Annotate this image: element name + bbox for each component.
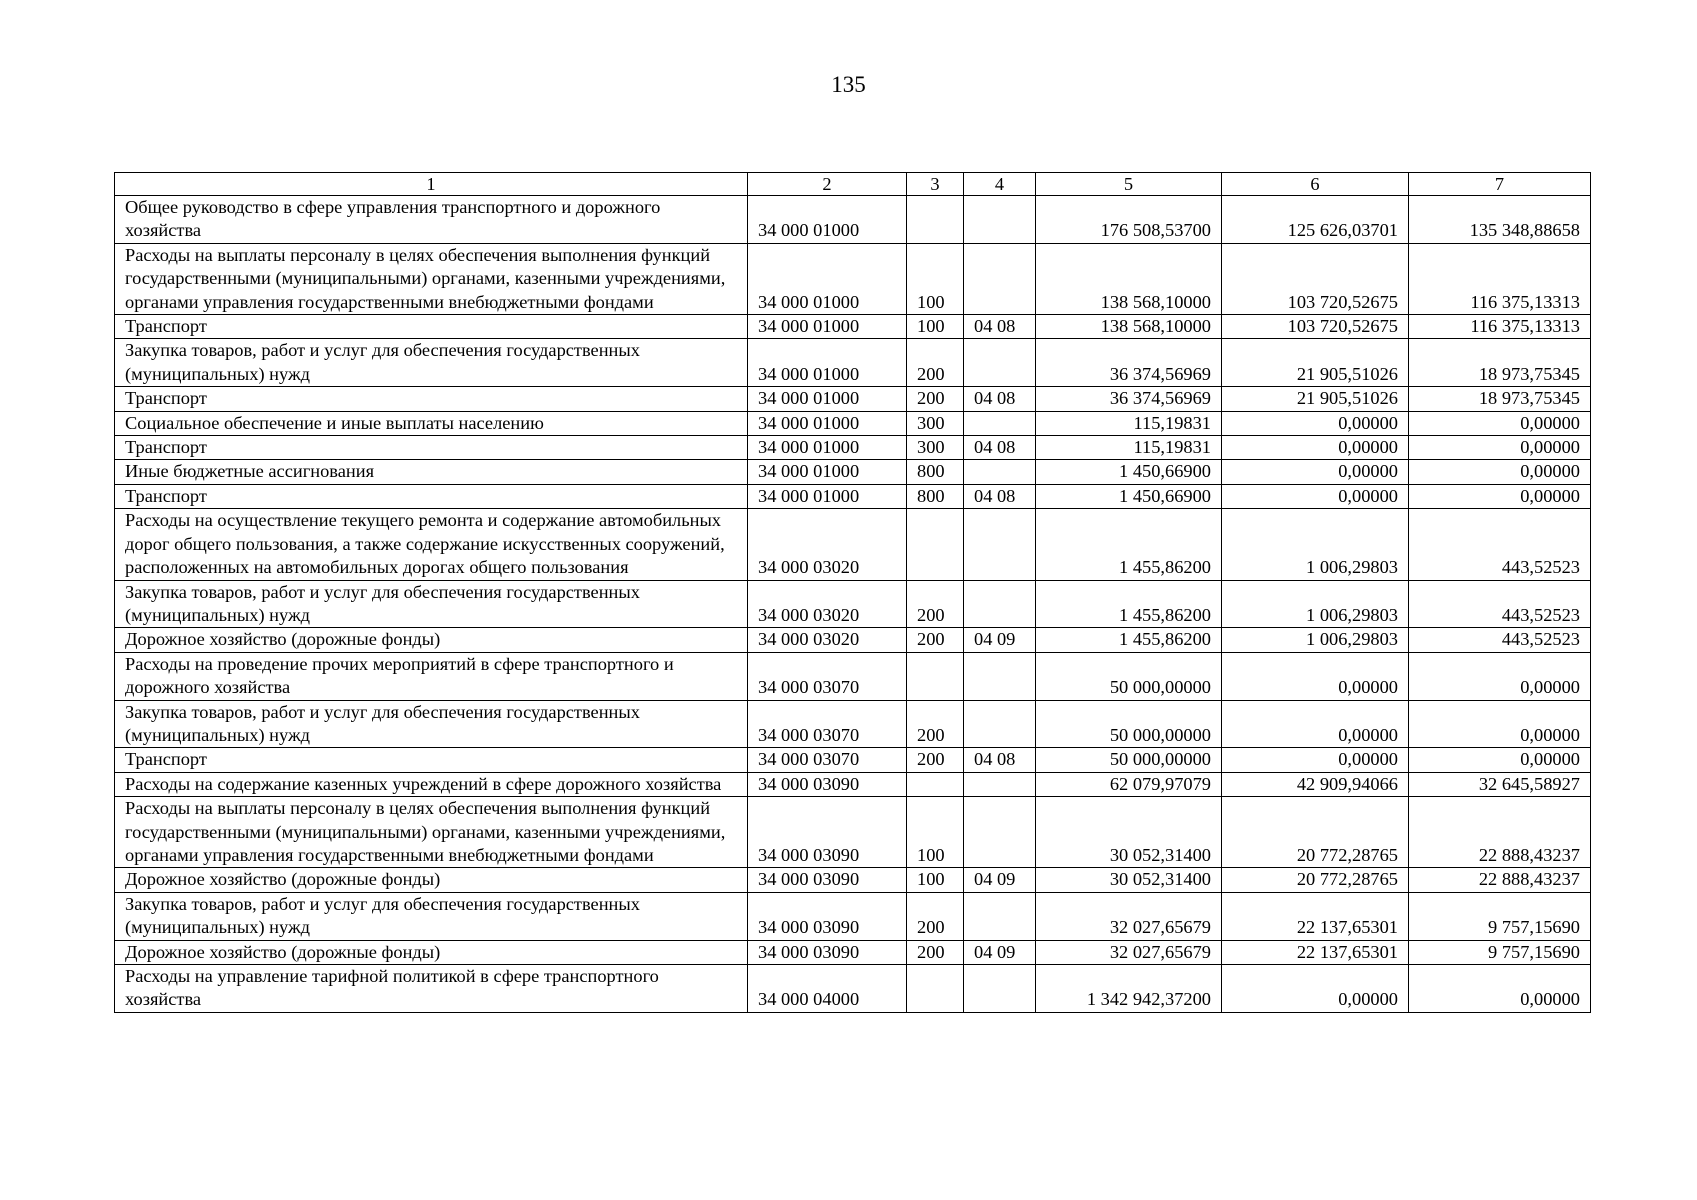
row-name-cell: Транспорт [115,484,748,508]
target-code-cell: 34 000 01000 [748,460,907,484]
row-name-cell: Транспорт [115,387,748,411]
target-code-cell: 34 000 03070 [748,748,907,772]
amount-col6-cell: 103 720,52675 [1222,315,1409,339]
amount-col5-cell: 138 568,10000 [1036,315,1222,339]
amount-col6-cell: 22 137,65301 [1222,892,1409,940]
target-code-cell: 34 000 03020 [748,509,907,580]
amount-col5-cell: 36 374,56969 [1036,339,1222,387]
amount-col6-cell: 0,00000 [1222,411,1409,435]
table-row [115,580,1591,628]
amount-col7-cell: 0,00000 [1409,652,1591,700]
amount-col5-cell: 1 450,66900 [1036,484,1222,508]
amount-col5-cell: 30 052,31400 [1036,797,1222,868]
amount-col7-cell: 32 645,58927 [1409,772,1591,796]
amount-col6-cell: 103 720,52675 [1222,243,1409,314]
header-cell: 7 [1409,173,1591,196]
table-row [115,748,1591,772]
amount-col6-cell: 42 909,94066 [1222,772,1409,796]
target-code-cell: 34 000 01000 [748,315,907,339]
target-code-cell: 34 000 01000 [748,484,907,508]
expense-type-cell: 200 [907,748,964,772]
table-row [115,484,1591,508]
amount-col5-cell: 32 027,65679 [1036,892,1222,940]
amount-col5-cell: 115,19831 [1036,436,1222,460]
expense-type-cell: 200 [907,892,964,940]
section-cell [964,700,1036,748]
amount-col6-cell: 0,00000 [1222,652,1409,700]
amount-col5-cell: 138 568,10000 [1036,243,1222,314]
amount-col7-cell: 116 375,13313 [1409,243,1591,314]
amount-col6-cell: 20 772,28765 [1222,868,1409,892]
amount-col7-cell: 22 888,43237 [1409,797,1591,868]
amount-col7-cell: 0,00000 [1409,411,1591,435]
amount-col5-cell: 50 000,00000 [1036,700,1222,748]
section-cell: 04 09 [964,868,1036,892]
amount-col6-cell: 0,00000 [1222,460,1409,484]
amount-col5-cell: 50 000,00000 [1036,748,1222,772]
header-row [115,173,1591,196]
expense-type-cell [907,772,964,796]
expense-type-cell: 200 [907,387,964,411]
header-cell: 3 [907,173,964,196]
amount-col6-cell: 0,00000 [1222,748,1409,772]
row-name-cell: Закупка товаров, работ и услуг для обеспечения государственных (муниципальных) нужд [115,700,748,748]
table-row [115,509,1591,580]
expense-type-cell: 800 [907,484,964,508]
row-name-cell: Транспорт [115,436,748,460]
amount-col7-cell: 0,00000 [1409,460,1591,484]
table-row [115,436,1591,460]
amount-col5-cell: 176 508,53700 [1036,196,1222,244]
amount-col7-cell: 0,00000 [1409,436,1591,460]
header-cell: 1 [115,173,748,196]
page-number: 135 [831,72,866,97]
expense-type-cell [907,965,964,1013]
amount-col7-cell: 0,00000 [1409,484,1591,508]
table-body [115,196,1591,1013]
amount-col6-cell: 0,00000 [1222,965,1409,1013]
target-code-cell: 34 000 01000 [748,436,907,460]
amount-col7-cell: 18 973,75345 [1409,339,1591,387]
section-cell: 04 08 [964,748,1036,772]
amount-col6-cell: 1 006,29803 [1222,628,1409,652]
amount-col5-cell: 1 455,86200 [1036,509,1222,580]
table-row [115,196,1591,244]
section-cell [964,797,1036,868]
amount-col5-cell: 36 374,56969 [1036,387,1222,411]
target-code-cell: 34 000 03090 [748,940,907,964]
amount-col6-cell: 21 905,51026 [1222,387,1409,411]
amount-col6-cell: 22 137,65301 [1222,940,1409,964]
row-name-cell: Закупка товаров, работ и услуг для обеспечения государственных (муниципальных) нужд [115,892,748,940]
section-cell: 04 09 [964,940,1036,964]
section-cell [964,196,1036,244]
amount-col7-cell: 18 973,75345 [1409,387,1591,411]
header-cell: 6 [1222,173,1409,196]
amount-col7-cell: 443,52523 [1409,580,1591,628]
amount-col5-cell: 32 027,65679 [1036,940,1222,964]
section-cell [964,411,1036,435]
amount-col5-cell: 1 455,86200 [1036,580,1222,628]
expense-type-cell: 200 [907,940,964,964]
table-row [115,940,1591,964]
amount-col7-cell: 116 375,13313 [1409,315,1591,339]
row-name-cell: Расходы на выплаты персоналу в целях обеспечения выполнения функций государственными (муниципальными) органами, казенными учреждениями, органами управления государственными внебюджетными фондами [115,797,748,868]
target-code-cell: 34 000 03090 [748,868,907,892]
row-name-cell: Транспорт [115,748,748,772]
section-cell: 04 08 [964,387,1036,411]
table-row [115,411,1591,435]
amount-col5-cell: 50 000,00000 [1036,652,1222,700]
table-row [115,387,1591,411]
row-name-cell: Дорожное хозяйство (дорожные фонды) [115,628,748,652]
target-code-cell: 34 000 01000 [748,411,907,435]
table-row [115,339,1591,387]
amount-col7-cell: 0,00000 [1409,965,1591,1013]
amount-col7-cell: 135 348,88658 [1409,196,1591,244]
table-row [115,460,1591,484]
row-name-cell: Расходы на содержание казенных учреждений в сфере дорожного хозяйства [115,772,748,796]
row-name-cell: Общее руководство в сфере управления транспортного и дорожного хозяйства [115,196,748,244]
section-cell [964,339,1036,387]
target-code-cell: 34 000 03020 [748,580,907,628]
expense-type-cell [907,196,964,244]
amount-col5-cell: 1 342 942,37200 [1036,965,1222,1013]
target-code-cell: 34 000 01000 [748,243,907,314]
expense-type-cell: 200 [907,339,964,387]
amount-col7-cell: 22 888,43237 [1409,868,1591,892]
table-row [115,652,1591,700]
section-cell [964,509,1036,580]
target-code-cell: 34 000 03090 [748,797,907,868]
table-row [115,868,1591,892]
section-cell: 04 08 [964,436,1036,460]
table-header [115,173,1591,196]
expense-type-cell: 200 [907,628,964,652]
amount-col7-cell: 443,52523 [1409,628,1591,652]
target-code-cell: 34 000 03070 [748,700,907,748]
expense-type-cell: 200 [907,580,964,628]
row-name-cell: Иные бюджетные ассигнования [115,460,748,484]
amount-col7-cell: 0,00000 [1409,748,1591,772]
table-row [115,700,1591,748]
amount-col7-cell: 9 757,15690 [1409,940,1591,964]
target-code-cell: 34 000 03070 [748,652,907,700]
target-code-cell: 34 000 01000 [748,387,907,411]
table-row [115,772,1591,796]
section-cell [964,892,1036,940]
amount-col6-cell: 1 006,29803 [1222,509,1409,580]
expense-type-cell: 100 [907,797,964,868]
amount-col7-cell: 9 757,15690 [1409,892,1591,940]
amount-col6-cell: 0,00000 [1222,484,1409,508]
amount-col6-cell: 20 772,28765 [1222,797,1409,868]
amount-col6-cell: 0,00000 [1222,700,1409,748]
amount-col6-cell: 1 006,29803 [1222,580,1409,628]
target-code-cell: 34 000 04000 [748,965,907,1013]
section-cell [964,460,1036,484]
amount-col6-cell: 0,00000 [1222,436,1409,460]
row-name-cell: Расходы на выплаты персоналу в целях обеспечения выполнения функций государственными (муниципальными) органами, казенными учреждениями, органами управления государственными внебюджетными фондами [115,243,748,314]
target-code-cell: 34 000 03020 [748,628,907,652]
section-cell: 04 09 [964,628,1036,652]
section-cell [964,772,1036,796]
expense-type-cell [907,509,964,580]
table-row [115,315,1591,339]
row-name-cell: Расходы на управление тарифной политикой в сфере транспортного хозяйства [115,965,748,1013]
header-cell: 2 [748,173,907,196]
budget-table [114,172,1591,1013]
amount-col5-cell: 1 455,86200 [1036,628,1222,652]
header-cell: 5 [1036,173,1222,196]
expense-type-cell: 100 [907,315,964,339]
expense-type-cell: 300 [907,436,964,460]
row-name-cell: Транспорт [115,315,748,339]
table-row [115,965,1591,1013]
target-code-cell: 34 000 03090 [748,892,907,940]
section-cell: 04 08 [964,484,1036,508]
expense-type-cell: 100 [907,868,964,892]
amount-col7-cell: 443,52523 [1409,509,1591,580]
row-name-cell: Расходы на проведение прочих мероприятий в сфере транспортного и дорожного хозяйства [115,652,748,700]
amount-col6-cell: 125 626,03701 [1222,196,1409,244]
expense-type-cell: 300 [907,411,964,435]
section-cell [964,965,1036,1013]
table-row [115,243,1591,314]
row-name-cell: Закупка товаров, работ и услуг для обеспечения государственных (муниципальных) нужд [115,339,748,387]
expense-type-cell: 100 [907,243,964,314]
section-cell [964,652,1036,700]
section-cell [964,243,1036,314]
amount-col5-cell: 30 052,31400 [1036,868,1222,892]
table-row [115,628,1591,652]
amount-col7-cell: 0,00000 [1409,700,1591,748]
row-name-cell: Расходы на осуществление текущего ремонта и содержание автомобильных дорог общего пользования, а также содержание искусственных сооружений, расположенных на автомобильных дорогах общего пользования [115,509,748,580]
row-name-cell: Социальное обеспечение и иные выплаты населению [115,411,748,435]
section-cell: 04 08 [964,315,1036,339]
amount-col6-cell: 21 905,51026 [1222,339,1409,387]
header-cell: 4 [964,173,1036,196]
row-name-cell: Дорожное хозяйство (дорожные фонды) [115,868,748,892]
target-code-cell: 34 000 03090 [748,772,907,796]
expense-type-cell [907,652,964,700]
amount-col5-cell: 1 450,66900 [1036,460,1222,484]
table-row [115,797,1591,868]
expense-type-cell: 200 [907,700,964,748]
table-row [115,892,1591,940]
target-code-cell: 34 000 01000 [748,339,907,387]
target-code-cell: 34 000 01000 [748,196,907,244]
row-name-cell: Дорожное хозяйство (дорожные фонды) [115,940,748,964]
amount-col5-cell: 62 079,97079 [1036,772,1222,796]
expense-type-cell: 800 [907,460,964,484]
row-name-cell: Закупка товаров, работ и услуг для обеспечения государственных (муниципальных) нужд [115,580,748,628]
section-cell [964,580,1036,628]
amount-col5-cell: 115,19831 [1036,411,1222,435]
